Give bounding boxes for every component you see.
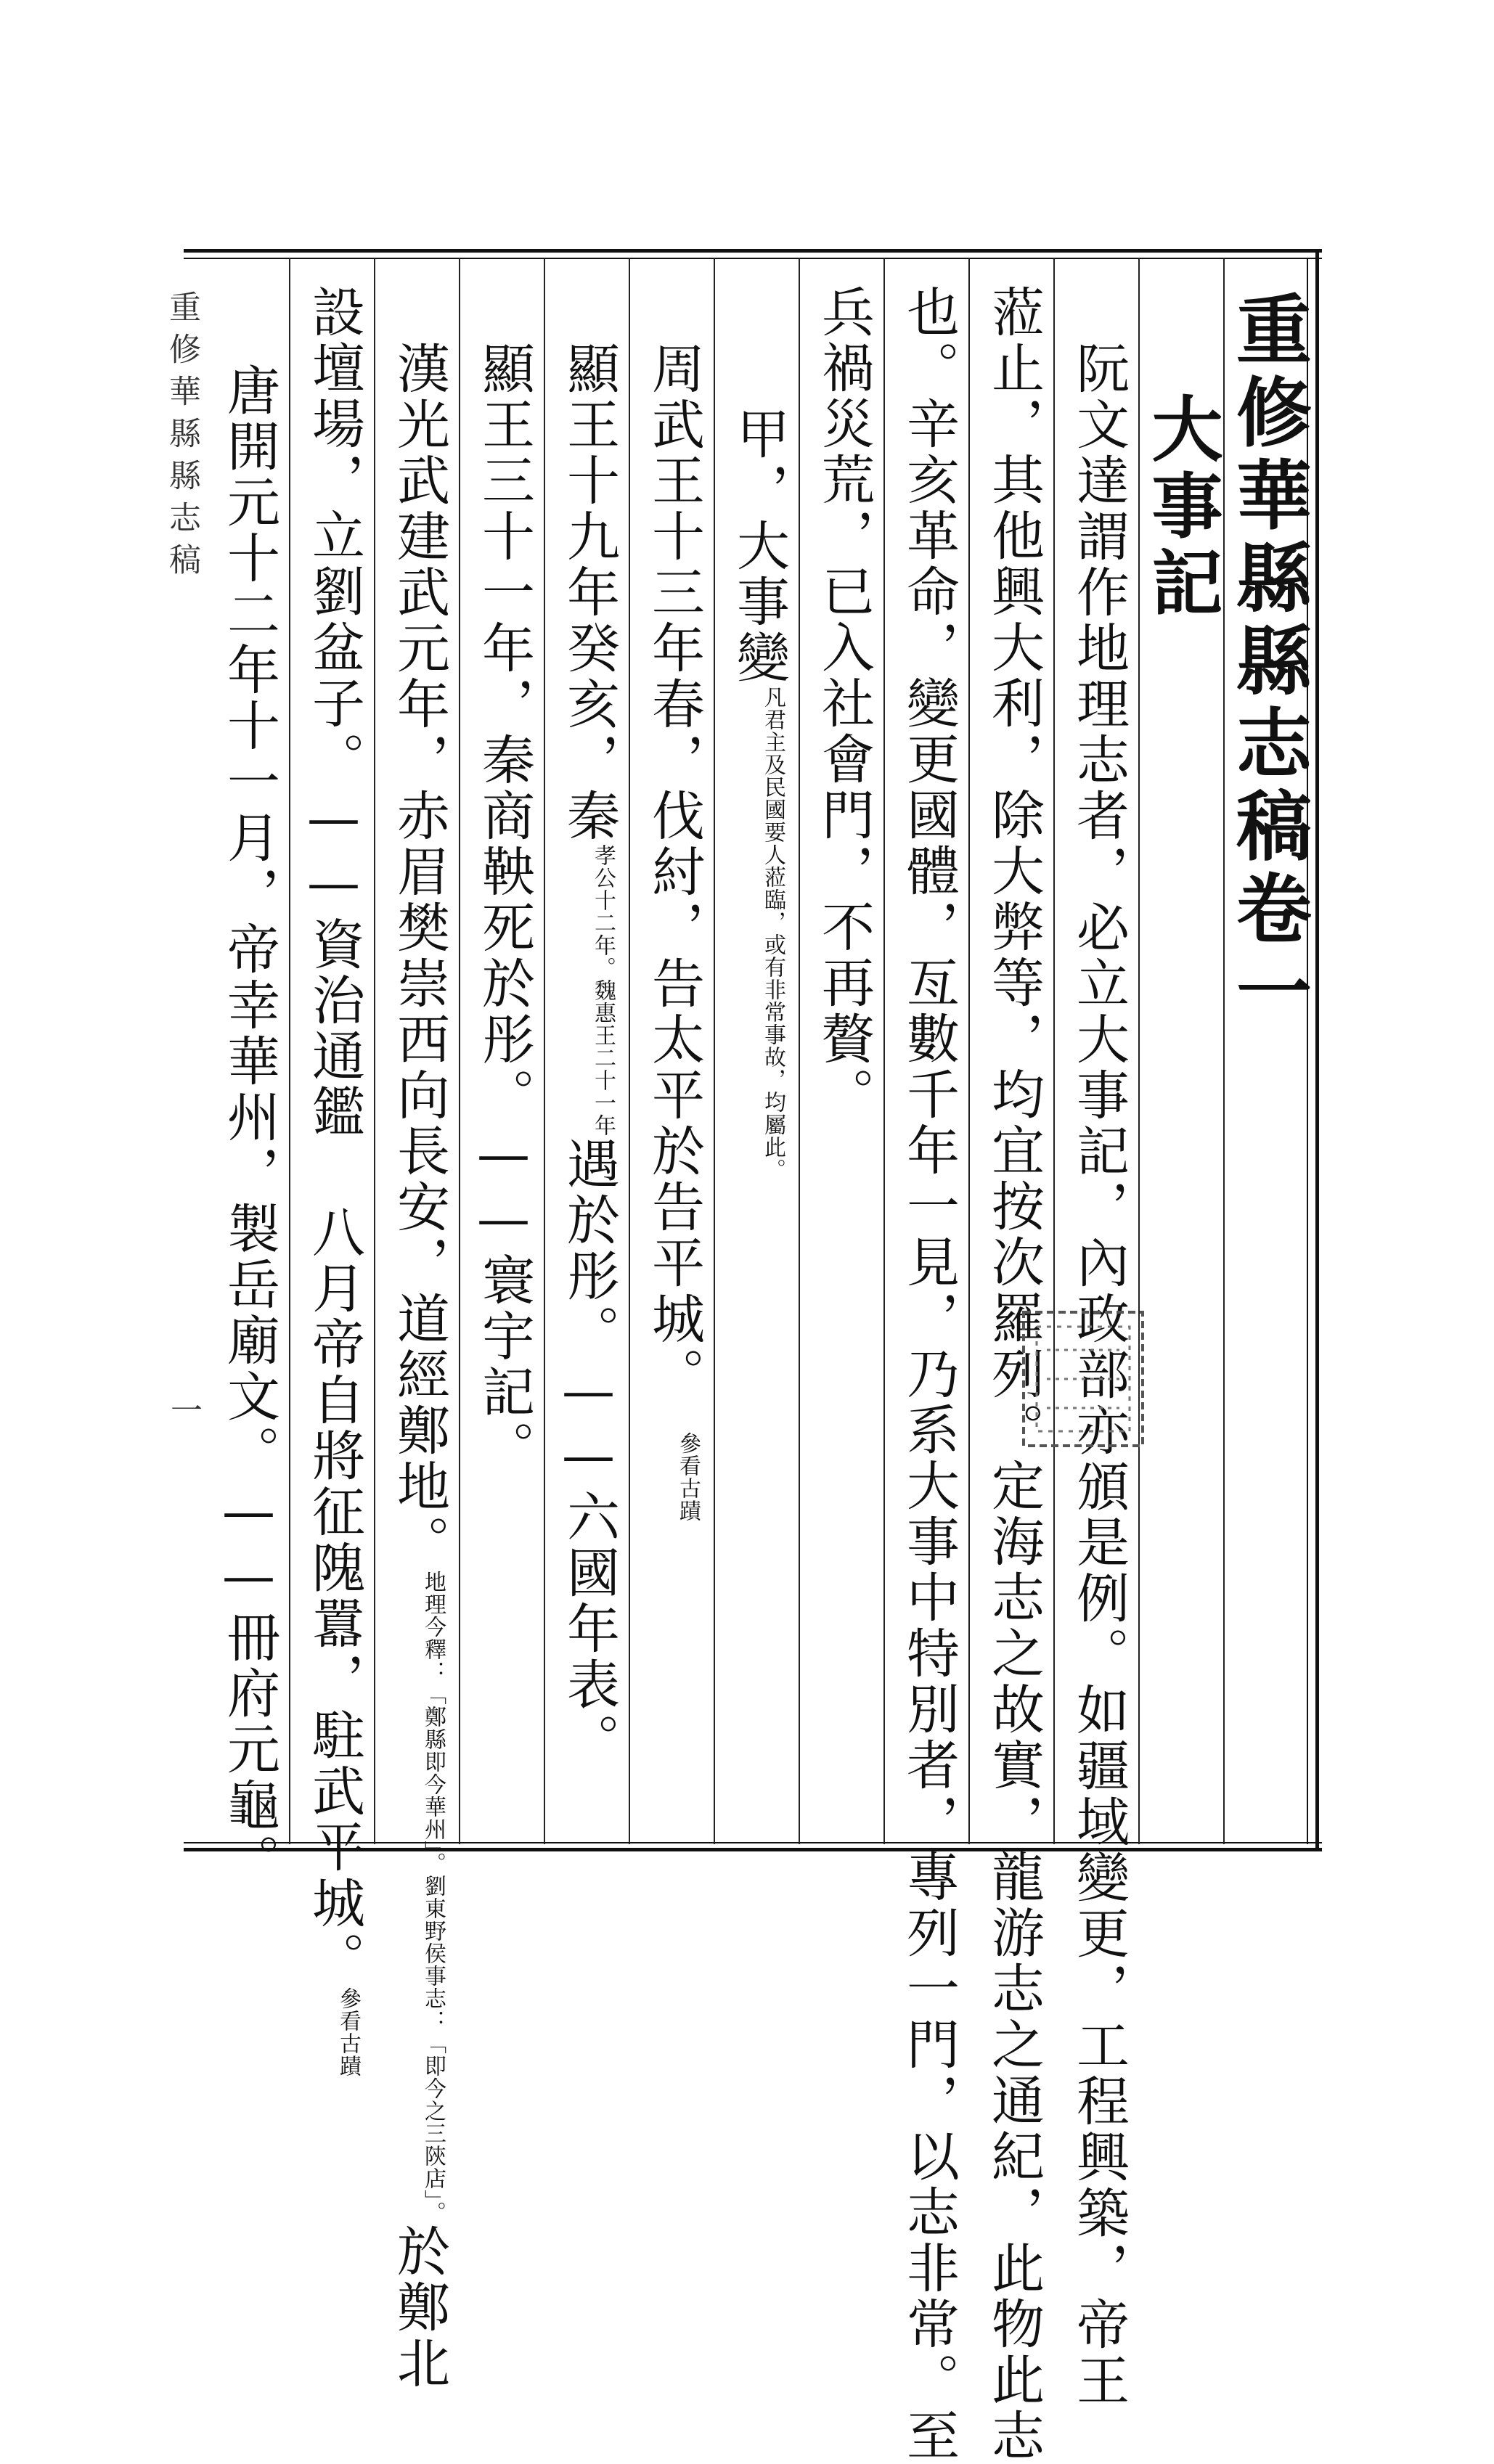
margin-book-title: 重修華縣縣志稿 [163, 290, 200, 585]
volume-title: 重修華縣縣志稿卷一 [1223, 290, 1313, 1035]
note-line: 孝公十二年。 [590, 844, 616, 979]
column-rule [714, 258, 715, 1844]
inline-note [675, 1432, 700, 1522]
library-seal-stamp [1018, 1306, 1148, 1452]
inline-note [420, 1571, 445, 2224]
entry-column [642, 341, 704, 1522]
entry-text: 周武王十三年春，伐紂，告太平於告平城。 [642, 341, 704, 1403]
column-rule [289, 258, 290, 1844]
entry-text: 設壇場，立劉盆子。——資治通鑑 八月帝自將征隗囂，駐武平城。 [303, 285, 364, 1987]
column-rule [374, 258, 375, 1844]
inline-note [335, 1987, 360, 2077]
frame-right-border [1315, 249, 1319, 1851]
entry-text: 於鄭北 [388, 2224, 449, 2391]
entry-text: 顯王十九年癸亥，秦 [558, 341, 619, 844]
subsection-heading: 甲，大事變 [727, 406, 789, 686]
entry-column [218, 363, 279, 1889]
column-rule [544, 258, 545, 1844]
subsection-column [727, 406, 789, 1181]
text-column: 也。辛亥革命，變更國體，亙數千年一見，乃系大事中特別者，專列一門，以志非常。至 [897, 285, 959, 2464]
column-rule [968, 258, 970, 1844]
note-line: 魏惠王二十一年 [590, 979, 616, 1137]
note-line: 凡君主及民國要人蒞臨， [760, 686, 785, 933]
entry-column [473, 341, 534, 1476]
entry-column [303, 285, 364, 2077]
entry-text: 漢光武建武元年，赤眉樊崇西向長安，道經鄭地。 [388, 341, 449, 1571]
note-line: 東野侯事志：「即今之三陝店」。 [420, 1897, 446, 2224]
text-column: 蒞止，其他興大利，除大弊等，均宜按次羅列。定海志之故實，龍游志之通紀，此物此志 [982, 285, 1044, 2464]
column-rule [629, 258, 630, 1844]
note-line: 參看古蹟 [335, 1987, 361, 2077]
entry-column [558, 341, 619, 1769]
column-rule [1053, 258, 1055, 1844]
text-column: 阮文達謂作地理志者，必立大事記，內政部亦頒是例。如疆域變更，工程興築，帝王 [1067, 341, 1129, 2409]
section-heading: 大事記 [1140, 392, 1223, 623]
text-column: 兵禍災荒，已入社會門，不再贅。 [812, 285, 874, 1123]
note-line: 地理今釋：「鄭縣即今華州」。劉 [420, 1571, 446, 1897]
note-line: 參看古蹟 [675, 1432, 701, 1522]
entry-text: 顯王三十一年，秦商鞅死於彤。——寰宇記。 [473, 341, 534, 1476]
entry-text: 唐開元十二年十一月，帝幸華州，製岳廟文。——冊府元龜。 [218, 363, 279, 1889]
inline-note [590, 844, 615, 1137]
column-rule [459, 258, 460, 1844]
inline-note [760, 686, 785, 1181]
entry-text: 遇於彤。——六國年表。 [558, 1137, 619, 1769]
margin-page-number: 一 [165, 1393, 202, 1425]
column-rule [799, 258, 800, 1844]
frame-top-inner-border [184, 258, 1322, 259]
column-rule [883, 258, 885, 1844]
frame-top-border [184, 249, 1322, 253]
entry-column [388, 341, 449, 2391]
note-line: 或有非常事故，均屬此。 [760, 933, 785, 1181]
